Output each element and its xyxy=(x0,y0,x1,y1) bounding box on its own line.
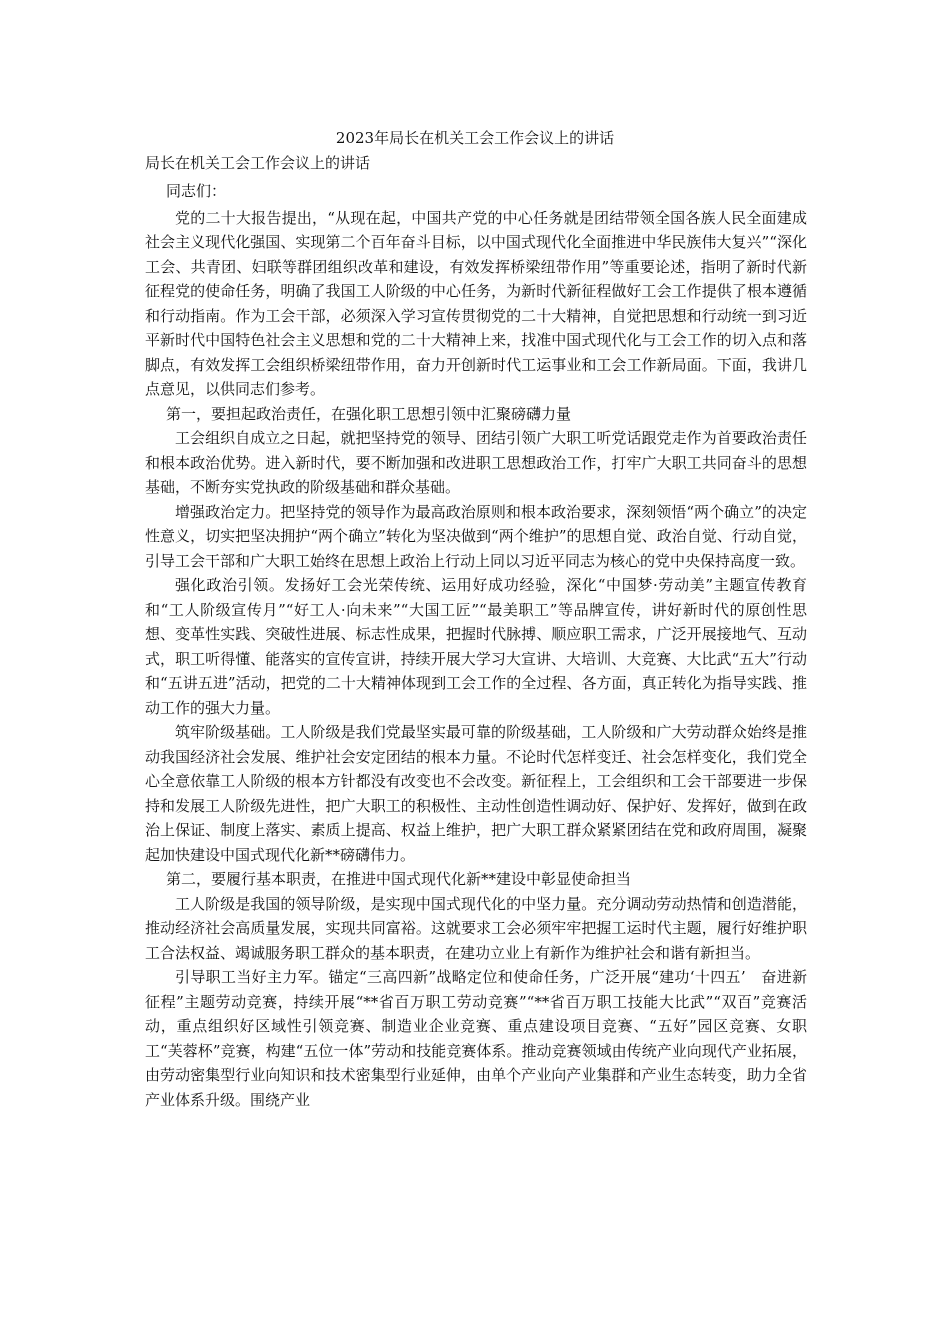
paragraph-intro: 党的二十大报告提出，“从现在起，中国共产党的中心任务就是团结带领全国各族人民全面建成社会主义现代化强国、实现第二个百年奋斗目标，以中国式现代化全面推进中华民族伟大复兴”“深化工会、共青团、妇联等群团组织改革和建设，有效发挥桥梁纽带作用”等重要论述，指明了新时代新征程党的使命任务，明确了我国工人阶级的中心任务，为新时代新征程做好工会工作提供了根本遵循和行动指南。作为工会干部，必须深入学习宣传贯彻党的二十大精神，自觉把思想和行动统一到习近平新时代中国特色社会主义思想和党的二十大精神上来，找准中国式现代化与工会工作的切入点和落脚点，有效发挥工会组织桥梁纽带作用，奋力开创新时代工运事业和工会工作新局面。下面，我讲几点意见，以供同志们参考。 xyxy=(145,208,807,398)
paragraph: 筑牢阶级基础。工人阶级是我们党最坚实最可靠的阶级基础，工人阶级和广大劳动群众始终是推动我国经济社会发展、维护社会安定团结的根本力量。不论时代怎样变迁、社会怎样变化，我们党全心全意依靠工人阶级的根本方针都没有改变也不会改变。新征程上，工会组织和工会干部要进一步保持和发展工人阶级先进性，把广大职工的积极性、主动性创造性调动好、保护好、发挥好，做到在政治上保证、制度上落实、素质上提高、权益上维护，把广大职工群众紧紧团结在党和政府周围，凝聚起加快建设中国式现代化新**磅礴伟力。 xyxy=(145,723,807,864)
paragraph: 强化政治引领。发扬好工会光荣传统、运用好成功经验，深化“中国梦·劳动美”主题宣传教育和“工人阶级宣传月”“好工人·向未来”“大国工匠”“最美职工”等品牌宣传，讲好新时代的原创性思想、变革性实践、突破性进展、标志性成果，把握时代脉搏、顺应职工需求，广泛开展接地气、互动式，职工听得懂、能落实的宣传宣讲，持续开展大学习大宣讲、大培训、大竞赛、大比武“五大”行动和“五讲五进”活动，把党的二十大精神体现到工会工作的全过程、各方面，真正转化为指导实践、推动工作的强大力量。 xyxy=(145,576,807,717)
greeting: 同志们： xyxy=(166,182,227,200)
document-title: 2023年局长在机关工会工作会议上的讲话 xyxy=(335,129,615,147)
section-heading-1: 第一，要担起政治责任，在强化职工思想引领中汇聚磅礴力量 xyxy=(166,404,572,423)
document-body xyxy=(145,179,807,1112)
paragraph: 工人阶级是我国的领导阶级，是实现中国式现代化的中坚力量。充分调动劳动热情和创造潜能，推动经济社会高质量发展，实现共同富裕。这就要求工会必须牢牢把握工运时代主题，履行好维护职工合法权益、竭诚服务职工群众的基本职责，在建功立业上有新作为维护社会和谐有新担当。 xyxy=(145,894,807,962)
paragraph: 增强政治定力。把坚持党的领导作为最高政治原则和根本政治要求，深刻领悟“两个确立”的决定性意义，切实把坚决拥护“两个确立”转化为坚决做到“两个维护”的思想自觉、政治自觉、行动自觉，引导工会干部和广大职工始终在思想上政治上行动上同以习近平同志为核心的党中央保持高度一致。 xyxy=(145,502,807,570)
section-heading-2: 第二，要履行基本职责，在推进中国式现代化新**建设中彰显使命担当 xyxy=(166,870,632,888)
document-subtitle: 局长在机关工会工作会议上的讲话 xyxy=(145,154,371,172)
paragraph: 引导职工当好主力军。锚定“三高四新”战略定位和使命任务，广泛开展“建功‘十四五’ 奋进新征程”主题劳动竞赛，持续开展“**省百万职工劳动竞赛”“**省百万职工技能大比武”“双百”竞赛活动，重点组织好区域性引领竞赛、制造业企业竞赛、重点建设项目竞赛、“五好”园区竞赛、女职工“芙蓉杯”竞赛，构建“五位一体”劳动和技能竞赛体系。推动竞赛领域由传统产业向现代产业拓展，由劳动密集型行业向知识和技术密集型行业延伸，由单个产业向产业集群和产业生态转变，助力全省产业体系升级。围绕产业 xyxy=(145,968,807,1109)
paragraph: 工会组织自成立之日起，就把坚持党的领导、团结引领广大职工听党话跟党走作为首要政治责任和根本政治优势。进入新时代，要不断加强和改进职工思想政治工作，打牢广大职工共同奋斗的思想基础，不断夯实党执政的阶级基础和群众基础。 xyxy=(145,429,807,496)
